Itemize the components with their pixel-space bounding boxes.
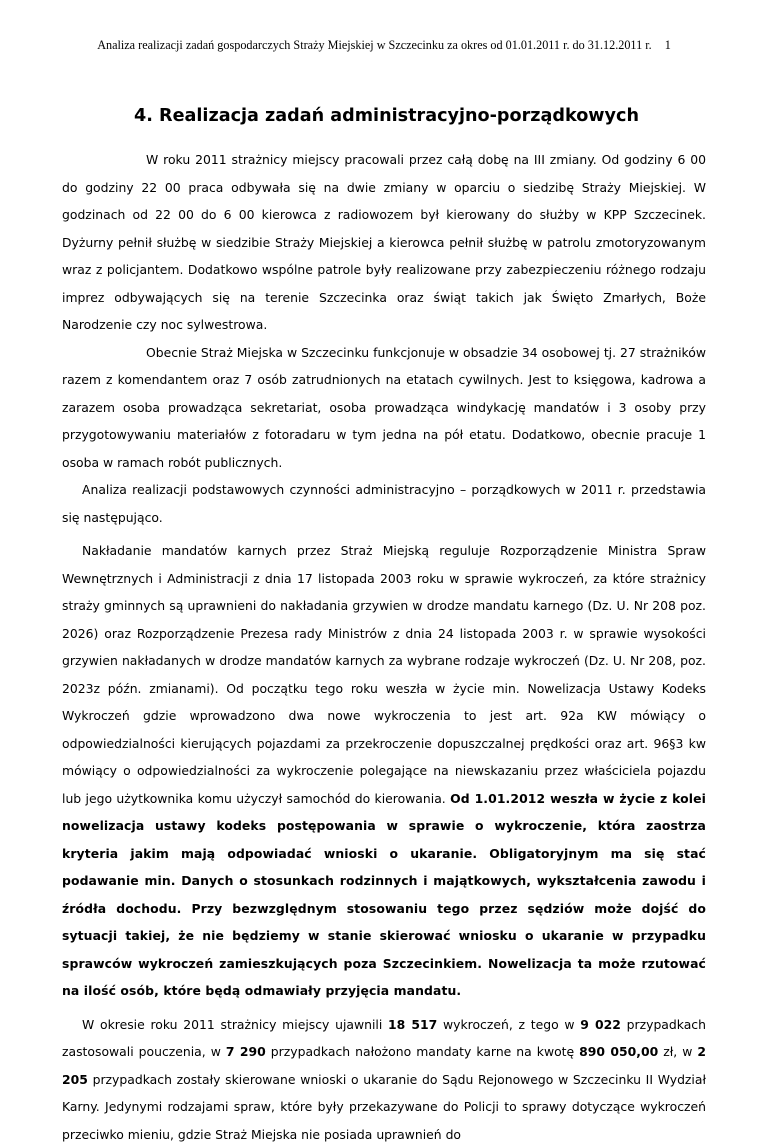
stats-text-6: przypadkach zostały skierowane wnioski o ukaranie do Sądu Rejonowego w Szczecinku II Wydział Karny. Jedynymi rodzajami spraw, które były przekazywane do Policji to sprawy dotyczące wykroczeń przeciwko mieniu, gdzie Straż Miejska nie posiada uprawnień do [62, 1072, 706, 1142]
running-title: Analiza realizacji zadań gospodarczych Straży Miejskiej w Szczecinku za okres od 01.01.2011 r. do 31.12.2011 r. [97, 38, 651, 52]
paragraph-staffing: Obecnie Straż Miejska w Szczecinku funkcjonuje w obsadzie 34 osobowej tj. 27 strażników razem z komendantem oraz 7 osób zatrudnionych na etatach cywilnych. Jest to księgowa, kadrowa a zarazem osoba prowadząca sekretariat, osoba prowadząca windykację mandatów i 3 osoby przy przygotowywaniu materiałów z fotoradaru w tym jedna na pół etatu. Dodatkowo, obecnie pracuje 1 osoba w ramach robót publicznych. [62, 339, 706, 477]
section-title: 4. Realizacja zadań administracyjno-porządkowych [134, 106, 639, 126]
regulations-amendment-bold: Od 1.01.2012 weszła w życie z kolei nowelizacja ustawy kodeks postępowania w sprawie o wykroczenie, która zaostrza kryteria jakim mają odpowiadać wnioski o ukaranie. Obligatoryjnym ma się stać podawanie min. Danych o stosunkach rodzinnych i majątkowych, wykształcenia zawodu i źródła dochodu. Przy bezwzględnym stosowaniu tego przez sędziów może dojść do sytuacji takiej, że nie będziemy w stanie skierować wniosku o ukaranie w przypadku sprawców wykroczeń zamieszkujących poza Szczecinkiem. Nowelizacja ta może rzutować na ilość osób, które będą odmawiały przyjęcia mandatu. [62, 791, 706, 999]
regulations-text: Nakładanie mandatów karnych przez Straż Miejską reguluje Rozporządzenie Ministra Spraw Wewnętrznych i Administracji z dnia 17 listopada 2003 roku w sprawie wykroczeń, za które strażnicy straży gminnych są uprawnieni do nakładania grzywien w drodze mandatu karnego (Dz. U. Nr 208 poz. 2026) oraz Rozporządzenie Prezesa rady Ministrów z dnia 24 listopada 2003 r. w sprawie wysokości grzywien nakładanych w drodze mandatów karnych za wybrane rodzaje wykroczeń (Dz. U. Nr 208, poz. 2023z późn. zmianami). Od początku tego roku weszła w życie min. Nowelizacja Ustawy Kodeks Wykroczeń gdzie wprowadzono dwa nowe wykroczenia to jest art. 92a KW mówiący o odpowiedzialności kierujących pojazdami za przekroczenie dopuszczalnej prędkości oraz art. 96§3 kw mówiący o odpowiedzialności za wykroczenie polegające na niewskazaniu przez właściciela pojazdu lub jego użytkownika komu użyczył samochód do kierowania. [62, 543, 706, 806]
page-number: 1 [665, 38, 671, 52]
stats-fines-amount: 890 050,00 [579, 1044, 658, 1059]
stats-text-2: wykroczeń, z tego w [437, 1017, 580, 1032]
stats-warnings: 9 022 [580, 1017, 621, 1032]
stats-total-offences: 18 517 [388, 1017, 437, 1032]
stats-text-5: zł, w [658, 1044, 697, 1059]
paragraph-regulations [62, 537, 706, 1005]
stats-court-motions: 2 205 [62, 1044, 706, 1087]
stats-text-1: W okresie roku 2011 strażnicy miejscy ujawnili [82, 1017, 388, 1032]
stats-fines-count: 7 290 [226, 1044, 266, 1059]
running-header [0, 38, 768, 53]
stats-text-4: przypadkach nałożono mandaty karne na kwotę [266, 1044, 579, 1059]
stats-text-3: przypadkach zastosowali pouczenia, w [62, 1017, 706, 1060]
paragraph-statistics [62, 1011, 706, 1148]
document-body [62, 146, 706, 1148]
paragraph-analysis-intro: Analiza realizacji podstawowych czynności administracyjno – porządkowych w 2011 r. przedstawia się następująco. [62, 476, 706, 531]
paragraph-shifts: W roku 2011 strażnicy miejscy pracowali przez całą dobę na III zmiany. Od godziny 6 00 do godziny 22 00 praca odbywała się na dwie zmiany w oparciu o siedzibę Straży Miejskiej. W godzinach od 22 00 do 6 00 kierowca z radiowozem był kierowany do służby w KPP Szczecinek. Dyżurny pełnił służbę w siedzibie Straży Miejskiej a kierowca pełnił służbę w patrolu zmotoryzowanym wraz z policjantem. Dodatkowo wspólne patrole były realizowane przy zabezpieczeniu różnego rodzaju imprez odbywających się na terenie Szczecinka oraz świąt takich jak Święto Zmarłych, Boże Narodzenie czy noc sylwestrowa. [62, 146, 706, 339]
